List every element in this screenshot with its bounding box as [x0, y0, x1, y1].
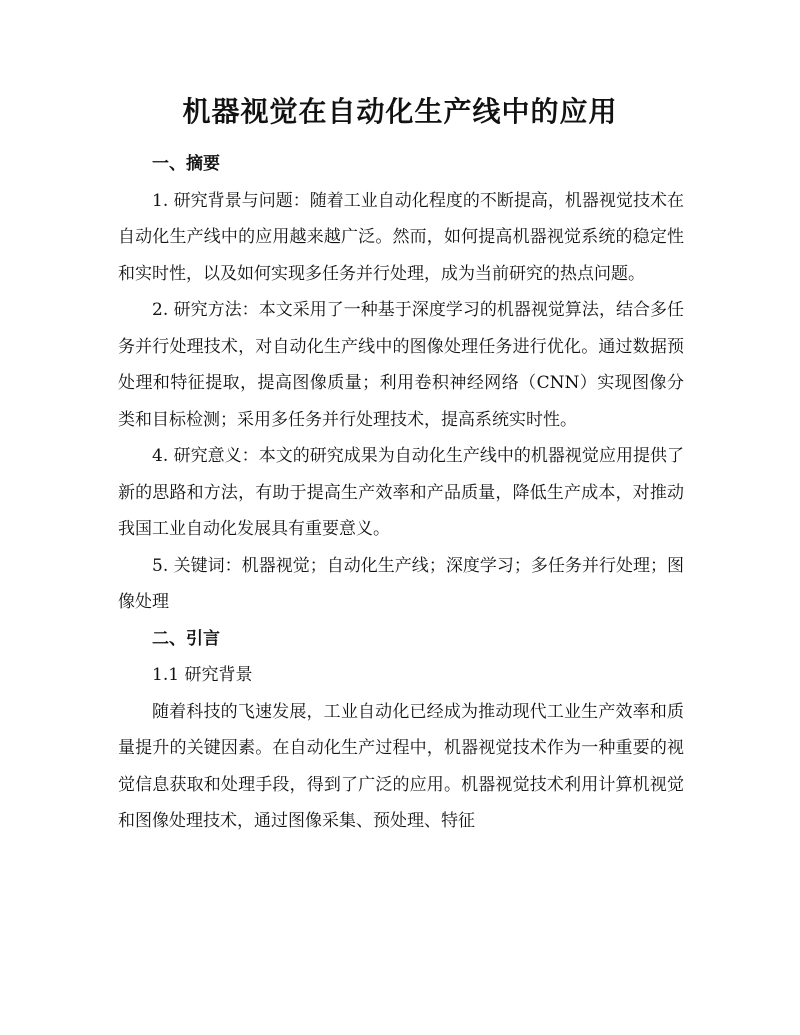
abstract-paragraph-2: 2. 研究方法：本文采用了一种基于深度学习的机器视觉算法，结合多任务并行处理技术，对自动化生产线中的图像处理任务进行优化。通过数据预处理和特征提取，提高图像质量；利用卷积神经网络（CNN）实现图像分类和目标检测；采用多任务并行处理技术，提高系统实时性。 — [118, 300, 684, 430]
research-background-subheading: 1.1 研究背景 — [152, 665, 253, 685]
abstract-heading: 一、摘要 — [152, 154, 220, 174]
document-body — [118, 146, 684, 840]
abstract-paragraph-4: 4. 研究意义：本文的研究成果为自动化生产线中的机器视觉应用提供了新的思路和方法，有助于提高生产效率和产品质量，降低生产成本，对推动我国工业自动化发展具有重要意义。 — [118, 446, 684, 539]
abstract-keywords: 5. 关键词：机器视觉；自动化生产线；深度学习；多任务并行处理；图像处理 — [118, 555, 684, 612]
introduction-heading: 二、引言 — [152, 628, 220, 649]
introduction-paragraph-1: 随着科技的飞速发展，工业自动化已经成为推动现代工业生产效率和质量提升的关键因素。在自动化生产过程中，机器视觉技术作为一种重要的视觉信息获取和处理手段，得到了广泛的应用。机器视觉技术利用计算机视觉和图像处理技术，通过图像采集、预处理、特征 — [118, 701, 684, 831]
document-title: 机器视觉在自动化生产线中的应用 — [182, 95, 618, 128]
abstract-paragraph-1: 1. 研究背景与问题：随着工业自动化程度的不断提高，机器视觉技术在自动化生产线中的应用越来越广泛。然而，如何提高机器视觉系统的稳定性和实时性，以及如何实现多任务并行处理，成为当前研究的热点问题。 — [118, 190, 684, 284]
